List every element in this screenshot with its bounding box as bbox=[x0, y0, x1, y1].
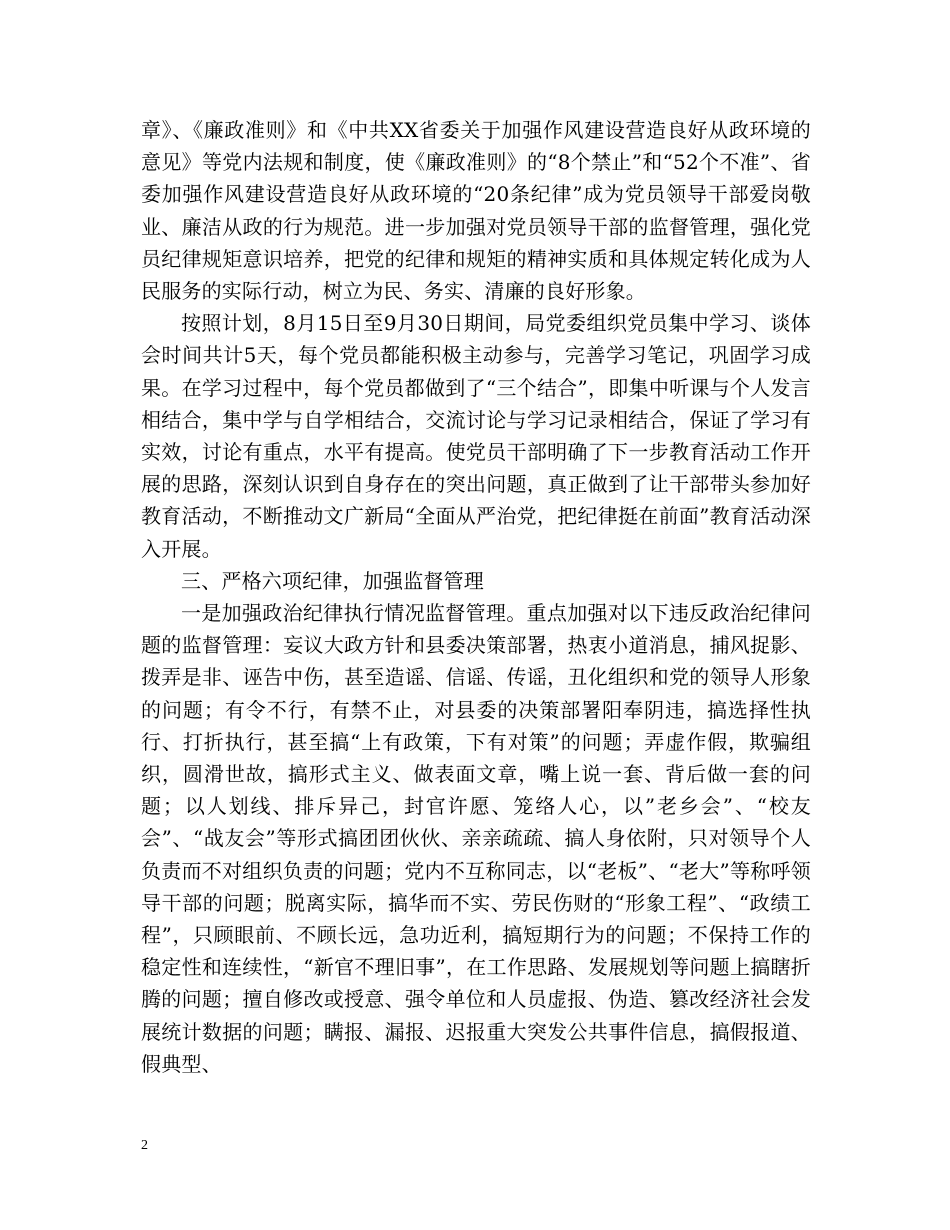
section-heading: 三、严格六项纪律，加强监督管理 bbox=[181, 568, 484, 593]
page-number: 2 bbox=[141, 1138, 148, 1153]
document-body bbox=[141, 114, 811, 1080]
paragraph-continued: 章》、《廉政准则》和《中共XX省委关于加强作风建设营造良好从政环境的意见》等党内法规和制度，使《廉政准则》的“8个禁止”和“52个不准”、省委加强作风建设营造良好从政环境的“20条纪律”成为党员领导干部爱岗敬业、廉洁从政的行为规范。进一步加强对党员领导干部的监督管理，强化党员纪律规矩意识培养，把党的纪律和规矩的精神实质和具体规定转化成为人民服务的实际行动，树立为民、务实、清廉的良好形象。 bbox=[141, 118, 811, 304]
paragraph-study-plan: 按照计划，8月15日至9月30日期间，局党委组织党员集中学习、谈体会时间共计5天，每个党员都能积极主动参与，完善学习笔记，巩固学习成果。在学习过程中，每个党员都做到了“三个结合”，即集中听课与个人发言相结合，集中学与自学相结合，交流讨论与学习记录相结合，保证了学习有实效，讨论有重点，水平有提高。使党员干部明确了下一步教育活动工作开展的思路，深刻认识到自身存在的突出问题，真正做到了让干部带头参加好教育活动，不断推动文广新局“全面从严治党，把纪律挺在前面”教育活动深入开展。 bbox=[141, 311, 811, 561]
paragraph-political-discipline: 一是加强政治纪律执行情况监督管理。重点加强对以下违反政治纪律问题的监督管理：妄议大政方针和县委决策部署，热衷小道消息，捕风捉影、拨弄是非、诬告中伤，甚至造谣、信谣、传谣，丑化组织和党的领导人形象的问题；有令不行，有禁不止，对县委的决策部署阳奉阴违，搞选择性执行、打折执行，甚至搞“上有政策，下有对策”的问题；弄虚作假，欺骗组织，圆滑世故，搞形式主义、做表面文章，嘴上说一套、背后做一套的问题；以人划线、排斥异己，封官许愿、笼络人心，以”老乡会”、“校友会”、“战友会”等形式搞团团伙伙、亲亲疏疏、搞人身依附，只对领导个人负责而不对组织负责的问题；党内不互称同志，以“老板”、“老大”等称呼领导干部的问题；脱离实际，搞华而不实、劳民伤财的“形象工程”、“政绩工程”，只顾眼前、不顾长远，急功近利，搞短期行为的问题；不保持工作的稳定性和连续性，“新官不理旧事”，在工作思路、发展规划等问题上搞瞎折腾的问题；擅自修改或授意、强令单位和人员虚报、伪造、篡改经济社会发展统计数据的问题；瞒报、漏报、迟报重大突发公共事件信息，搞假报道、假典型、 bbox=[141, 601, 811, 1076]
